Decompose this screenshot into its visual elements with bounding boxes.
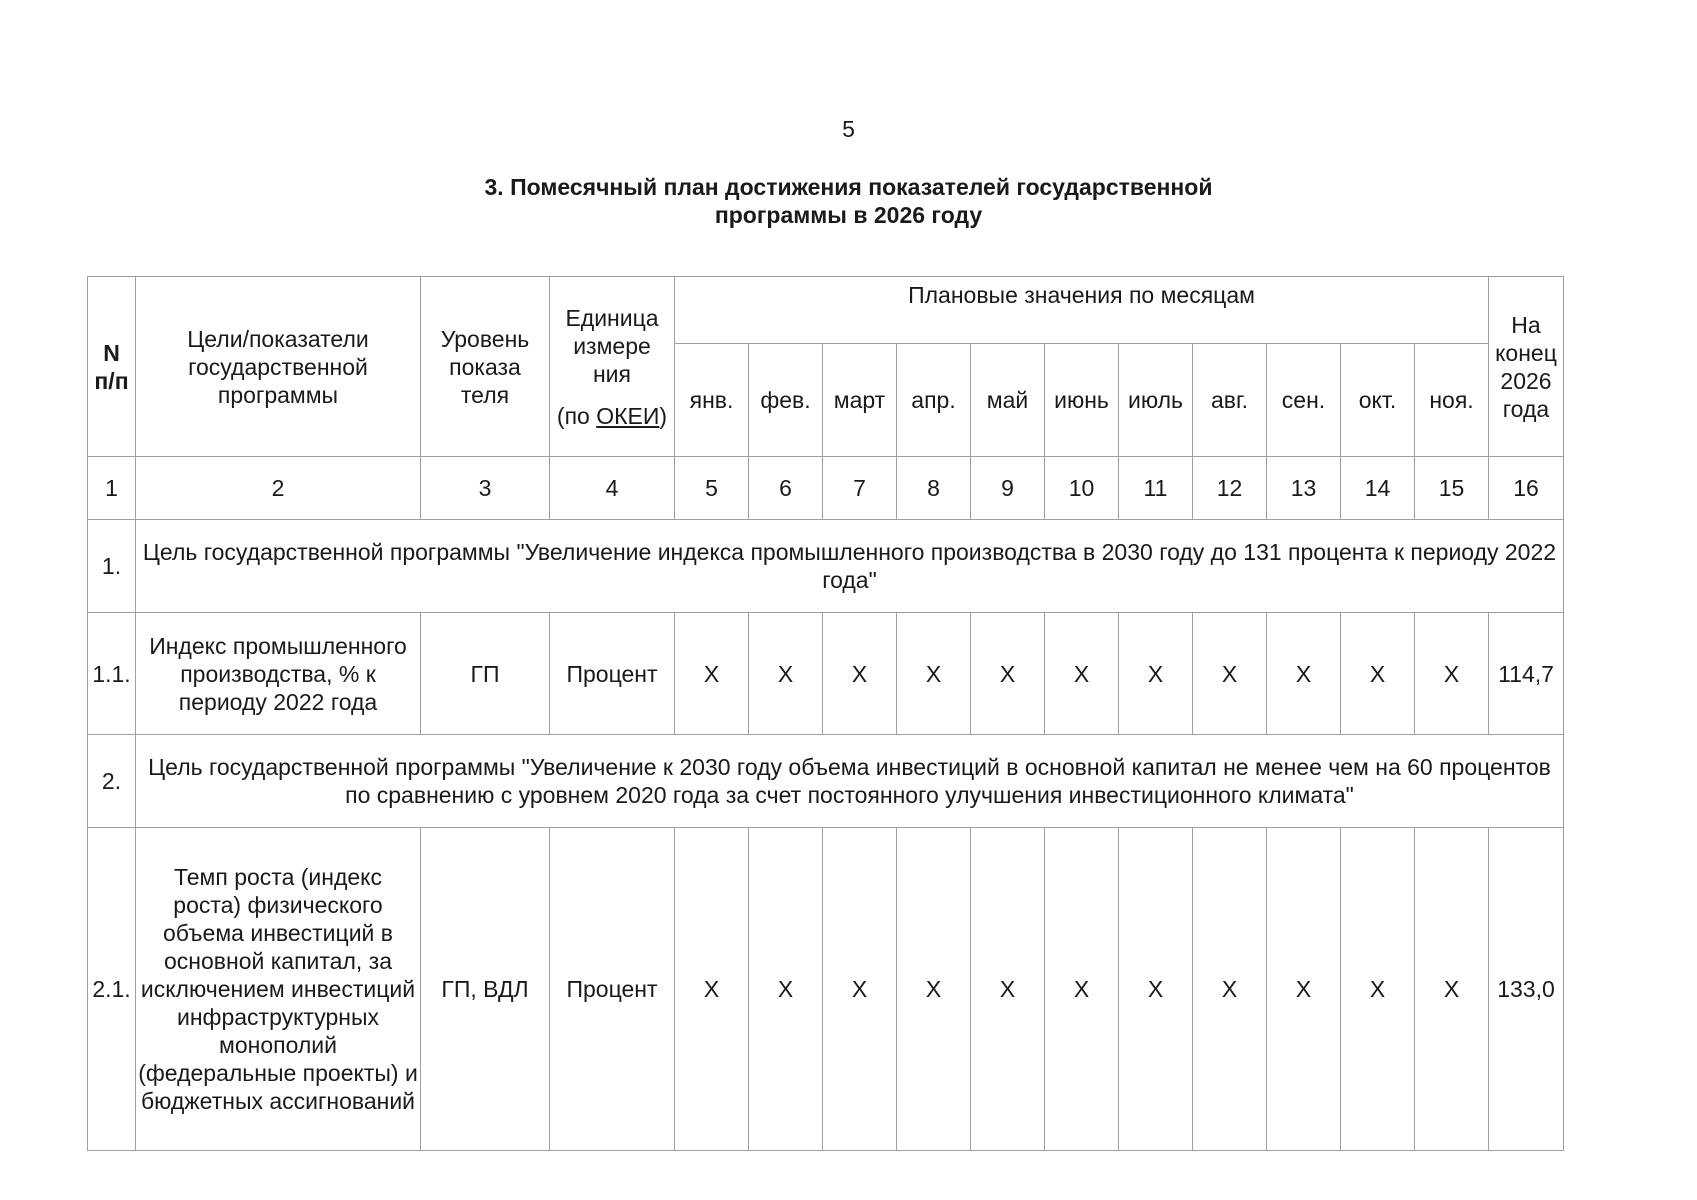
goal-row-2 xyxy=(88,735,1564,828)
goal-number: 2. xyxy=(88,735,136,828)
month-value: X xyxy=(749,613,823,735)
header-month: июнь xyxy=(1045,344,1119,457)
indicator-name: Темп роста (индекс роста) физического объема инвестиций в основной капитал, за исключением инвестиций инфраструктурных монополий (федеральные проекты) и бюджетных ассигнований xyxy=(136,828,421,1151)
column-number: 2 xyxy=(136,457,421,520)
goal-number: 1. xyxy=(88,520,136,613)
month-value: X xyxy=(1341,613,1415,735)
month-value: X xyxy=(823,613,897,735)
monthly-plan-table xyxy=(87,276,1564,1151)
month-value: X xyxy=(971,828,1045,1151)
okei-link[interactable]: ОКЕИ xyxy=(596,402,660,429)
month-value: X xyxy=(1267,613,1341,735)
column-number: 14 xyxy=(1341,457,1415,520)
header-unit xyxy=(550,277,675,457)
header-months-group: Плановые значения по месяцам xyxy=(675,277,1489,344)
end-of-year-value: 114,7 xyxy=(1489,613,1564,735)
header-month: фев. xyxy=(749,344,823,457)
column-number: 10 xyxy=(1045,457,1119,520)
goal-text: Цель государственной программы "Увеличение к 2030 году объема инвестиций в основной капитал не менее чем на 60 процентов по сравнению с уровнем 2020 года за счет постоянного улучшения инвестиционного климата" xyxy=(136,735,1564,828)
indicator-number: 1.1. xyxy=(88,613,136,735)
column-number: 9 xyxy=(971,457,1045,520)
month-value: X xyxy=(1119,613,1193,735)
month-value: X xyxy=(1193,828,1267,1151)
header-month: май xyxy=(971,344,1045,457)
header-month: авг. xyxy=(1193,344,1267,457)
header-unit-label: Единица измере ния xyxy=(565,304,659,387)
indicator-number: 2.1. xyxy=(88,828,136,1151)
month-value: X xyxy=(1415,613,1489,735)
header-month: июль xyxy=(1119,344,1193,457)
month-value: X xyxy=(1341,828,1415,1151)
column-number: 6 xyxy=(749,457,823,520)
column-number: 13 xyxy=(1267,457,1341,520)
column-number: 11 xyxy=(1119,457,1193,520)
month-value: X xyxy=(675,828,749,1151)
column-number: 15 xyxy=(1415,457,1489,520)
month-value: X xyxy=(1267,828,1341,1151)
indicator-level: ГП xyxy=(421,613,550,735)
month-value: X xyxy=(1193,613,1267,735)
header-end-of-year: На конец 2026 года xyxy=(1489,277,1564,457)
header-level: Уровень показа теля xyxy=(421,277,550,457)
header-num: N п/п xyxy=(88,277,136,457)
header-month: янв. xyxy=(675,344,749,457)
header-month: сен. xyxy=(1267,344,1341,457)
indicator-row-2-1 xyxy=(88,828,1564,1151)
page-number: 5 xyxy=(842,116,855,142)
indicator-unit: Процент xyxy=(550,828,675,1151)
header-month: ноя. xyxy=(1415,344,1489,457)
header-unit-okei: (по ОКЕИ) xyxy=(556,402,668,429)
goal-text: Цель государственной программы "Увеличение индекса промышленного производства в 2030 году до 131 процента к периоду 2022 года" xyxy=(136,520,1564,613)
column-number: 12 xyxy=(1193,457,1267,520)
document-title-line-2: программы в 2026 году xyxy=(714,202,983,228)
end-of-year-value: 133,0 xyxy=(1489,828,1564,1151)
month-value: X xyxy=(749,828,823,1151)
column-number-row xyxy=(88,457,1564,520)
column-number: 16 xyxy=(1489,457,1564,520)
month-value: X xyxy=(1045,613,1119,735)
column-number: 5 xyxy=(675,457,749,520)
indicator-unit: Процент xyxy=(550,613,675,735)
month-value: X xyxy=(675,613,749,735)
column-number: 7 xyxy=(823,457,897,520)
header-month: окт. xyxy=(1341,344,1415,457)
month-value: X xyxy=(897,828,971,1151)
month-value: X xyxy=(823,828,897,1151)
header-month: март xyxy=(823,344,897,457)
indicator-name: Индекс промышленного производства, % к периоду 2022 года xyxy=(136,613,421,735)
column-number: 1 xyxy=(88,457,136,520)
month-value: X xyxy=(897,613,971,735)
indicator-level: ГП, ВДЛ xyxy=(421,828,550,1151)
header-row-top xyxy=(88,277,1564,344)
month-value: X xyxy=(1415,828,1489,1151)
document-title xyxy=(0,173,1697,229)
month-value: X xyxy=(1119,828,1193,1151)
column-number: 3 xyxy=(421,457,550,520)
header-goals: Цели/показатели государственной программы xyxy=(136,277,421,457)
column-number: 4 xyxy=(550,457,675,520)
column-number: 8 xyxy=(897,457,971,520)
indicator-row-1-1 xyxy=(88,613,1564,735)
month-value: X xyxy=(971,613,1045,735)
goal-row-1 xyxy=(88,520,1564,613)
header-month: апр. xyxy=(897,344,971,457)
month-value: X xyxy=(1045,828,1119,1151)
document-title-line-1: 3. Помесячный план достижения показателей государственной xyxy=(484,174,1213,200)
